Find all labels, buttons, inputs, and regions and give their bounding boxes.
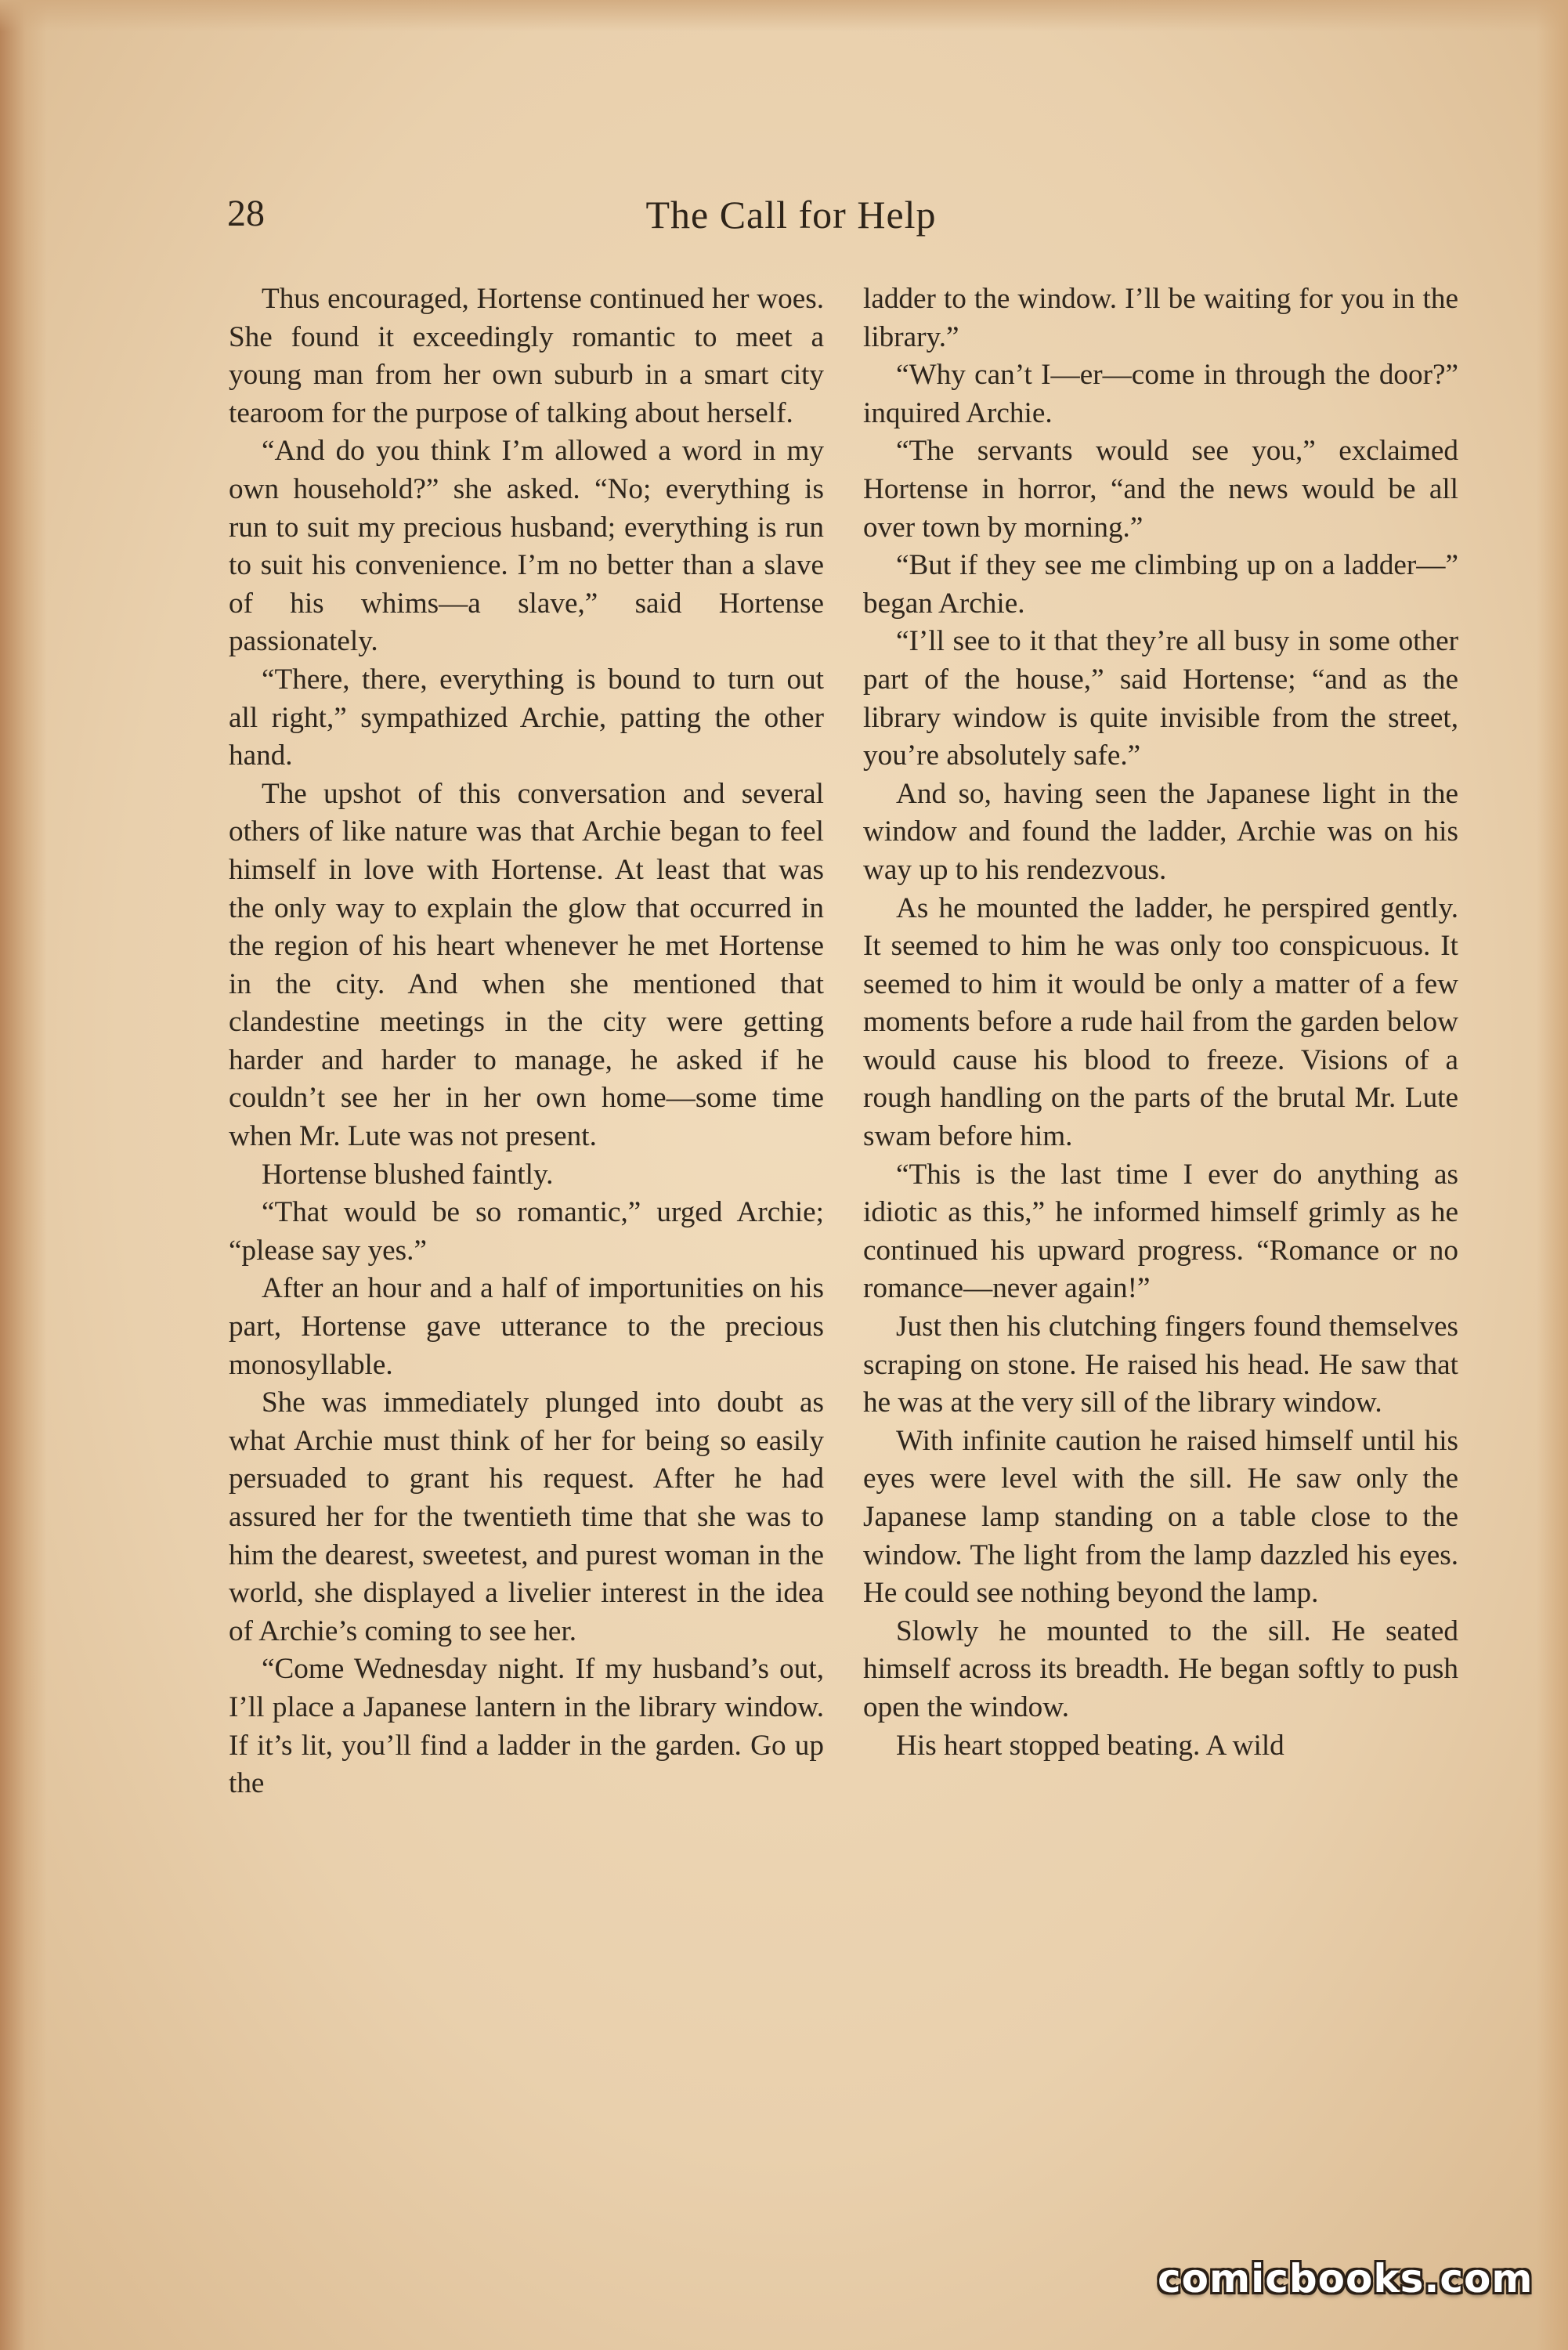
running-title: The Call for Help (645, 193, 937, 237)
paragraph: “The servants would see you,” exclaimed Hortense in horror, “and the news would be all over town by morning.” (863, 435, 1458, 544)
paragraph: “I’ll see to it that they’re all busy in some other part of the house,” said Hortense; “and as the library window is quite invisible from the street, you’re absolutely safe.” (863, 625, 1458, 772)
right-text-column (863, 280, 1458, 1765)
paragraph: “That would be so romantic,” urged Archie; “please say yes.” (229, 1196, 824, 1267)
paragraph-continued: ladder to the window. I’ll be waiting for you in the library.” (863, 283, 1458, 353)
page-edge-shadow-left (0, 0, 47, 2350)
site-watermark: comicbooks.com (1158, 2256, 1534, 2301)
page-edge-shadow-top (0, 0, 1568, 31)
paragraph: Hortense blushed faintly. (262, 1158, 554, 1191)
paragraph: “Why can’t I—er—come in through the door?” inquired Archie. (863, 359, 1458, 429)
paragraph: With infinite caution he raised himself until his eyes were level with the sill. He saw only the Japanese lamp standing on a table close to the window. The light from the lamp dazzled his eyes. He could see nothing beyond the lamp. (863, 1424, 1458, 1610)
paragraph: After an hour and a half of importunities on his part, Hortense gave utterance to the precious monosyllable. (229, 1272, 824, 1381)
paragraph: She was immediately plunged into doubt as what Archie must think of her for being so easily persuaded to grant his request. After he had assured her for the twentieth time that she was to him the dearest, sweetest, and purest woman in the world, she displayed a livelier interest in the idea of Archie’s coming to see her. (229, 1386, 824, 1647)
paragraph: As he mounted the ladder, he perspired gently. It seemed to him he was only too conspicuous. It seemed to him it would be only a matter of a few moments before a rude hail from the garden below would cause his blood to freeze. Visions of a rough handling on the parts of the brutal Mr. Lute swam before him. (863, 891, 1458, 1153)
paragraph: “And do you think I’m allowed a word in my own household?” she asked. “No; everything is run to suit my precious husband; everything is run to suit his convenience. I’m no better than a slave of his whims—a slave,” said Hortense passionately. (229, 435, 824, 658)
paragraph: Thus encouraged, Hortense continued her woes. She found it exceedingly romantic to meet a young man from her own suburb in a smart city tearoom for the purpose of talking about herself. (229, 283, 824, 429)
paragraph: “Come Wednesday night. If my husband’s out, I’ll place a Japanese lantern in the library window. If it’s lit, you’ll find a ladder in the garden. Go up the (229, 1653, 824, 1800)
page-edge-shadow-right (1537, 0, 1568, 2350)
paragraph: “This is the last time I ever do anything as idiotic as this,” he informed himself grimly as he continued his upward progress. “Romance or no romance—never again!” (863, 1158, 1458, 1305)
paragraph: “There, there, everything is bound to turn out all right,” sympathized Archie, patting the other hand. (229, 663, 824, 772)
left-text-column (229, 280, 824, 1803)
running-header (227, 192, 1355, 247)
paragraph: Slowly he mounted to the sill. He seated himself across its breadth. He began softly to push open the window. (863, 1614, 1458, 1723)
paragraph: Just then his clutching fingers found themselves scraping on stone. He raised his head. He saw that he was at the very sill of the library window. (863, 1311, 1458, 1419)
paragraph: “But if they see me climbing up on a ladder—” began Archie. (863, 549, 1458, 620)
paragraph: His heart stopped beating. A wild (896, 1729, 1284, 1762)
paragraph: And so, having seen the Japanese light in the window and found the ladder, Archie was on his way up to his rendezvous. (863, 777, 1458, 886)
paragraph: The upshot of this conversation and several others of like nature was that Archie began to feel himself in love with Hortense. At least that was the only way to explain the glow that occurred in the region of his heart whenever he met Hortense in the city. And when she mentioned that clandestine meetings in the city were getting harder and harder to manage, he asked if he couldn’t see her in her own home—some time when Mr. Lute was not present. (229, 777, 824, 1153)
page-number: 28 (227, 193, 265, 234)
